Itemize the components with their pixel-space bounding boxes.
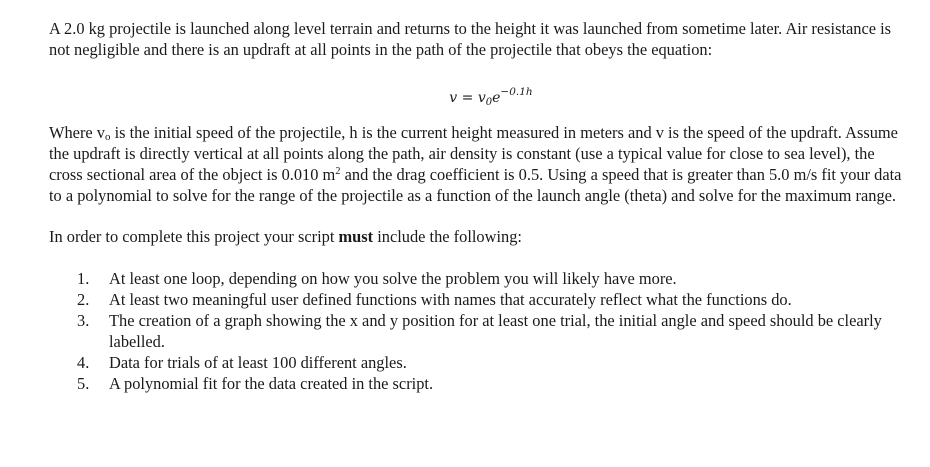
list-item-number: 1.	[77, 269, 90, 288]
list-item	[49, 352, 909, 373]
requirements-intro-before: In order to complete this project your script	[49, 227, 339, 246]
description-superscript: 2	[335, 166, 341, 177]
equation-base: e	[492, 90, 501, 106]
description-part2: is the initial speed of the projectile, h is the current height measured in meters and v is the speed of the updraft. Assume the updraft is directly vertical at all points along the path, air density is constant (use a typical value for close to sea level), the cross sectional area of the object is 0.010 m	[49, 123, 898, 184]
description-part3: and the drag coefficient is 0.5. Using a speed that is greater than 5.0 m/s fit your data to a polynomial to solve for the range of the projectile as a function of the launch angle (theta) and solve for the maximum range.	[49, 165, 902, 205]
requirements-intro	[49, 226, 909, 247]
list-item	[49, 268, 909, 289]
description-subscript: o	[104, 131, 111, 143]
list-item-text: A polynomial fit for the data created in the script.	[109, 374, 434, 393]
document-page	[49, 18, 909, 394]
description-part1: Where v	[49, 123, 105, 142]
list-item-text: At least one loop, depending on how you solve the problem you will likely have more.	[109, 269, 677, 288]
equation-subscript: 0	[485, 97, 493, 108]
list-item	[49, 310, 909, 352]
list-item-number: 5.	[77, 374, 90, 393]
list-item-number: 4.	[77, 353, 90, 372]
updraft-equation	[49, 80, 909, 108]
equation-exponent: −0.1h	[500, 86, 533, 98]
description-paragraph	[49, 122, 909, 206]
list-item-text: Data for trials of at least 100 different angles.	[109, 353, 407, 372]
list-item	[49, 373, 909, 394]
list-item-text: The creation of a graph showing the x and y position for at least one trial, the initial angle and speed should be clearly labelled.	[109, 311, 882, 351]
requirements-intro-bold: must	[338, 227, 374, 246]
requirements-list	[49, 268, 909, 394]
intro-paragraph: A 2.0 kg projectile is launched along level terrain and returns to the height it was launched from sometime later. Air resistance is not negligible and there is an updraft at all points in the path of the projectile that obeys the equation:	[49, 19, 892, 59]
equation-lhs: v = v	[449, 90, 486, 106]
list-item-text: At least two meaningful user defined functions with names that accurately reflect what the functions do.	[109, 290, 792, 309]
list-item-number: 3.	[77, 311, 90, 330]
list-item-number: 2.	[77, 290, 90, 309]
requirements-intro-after: include the following:	[373, 227, 522, 246]
list-item	[49, 289, 909, 310]
